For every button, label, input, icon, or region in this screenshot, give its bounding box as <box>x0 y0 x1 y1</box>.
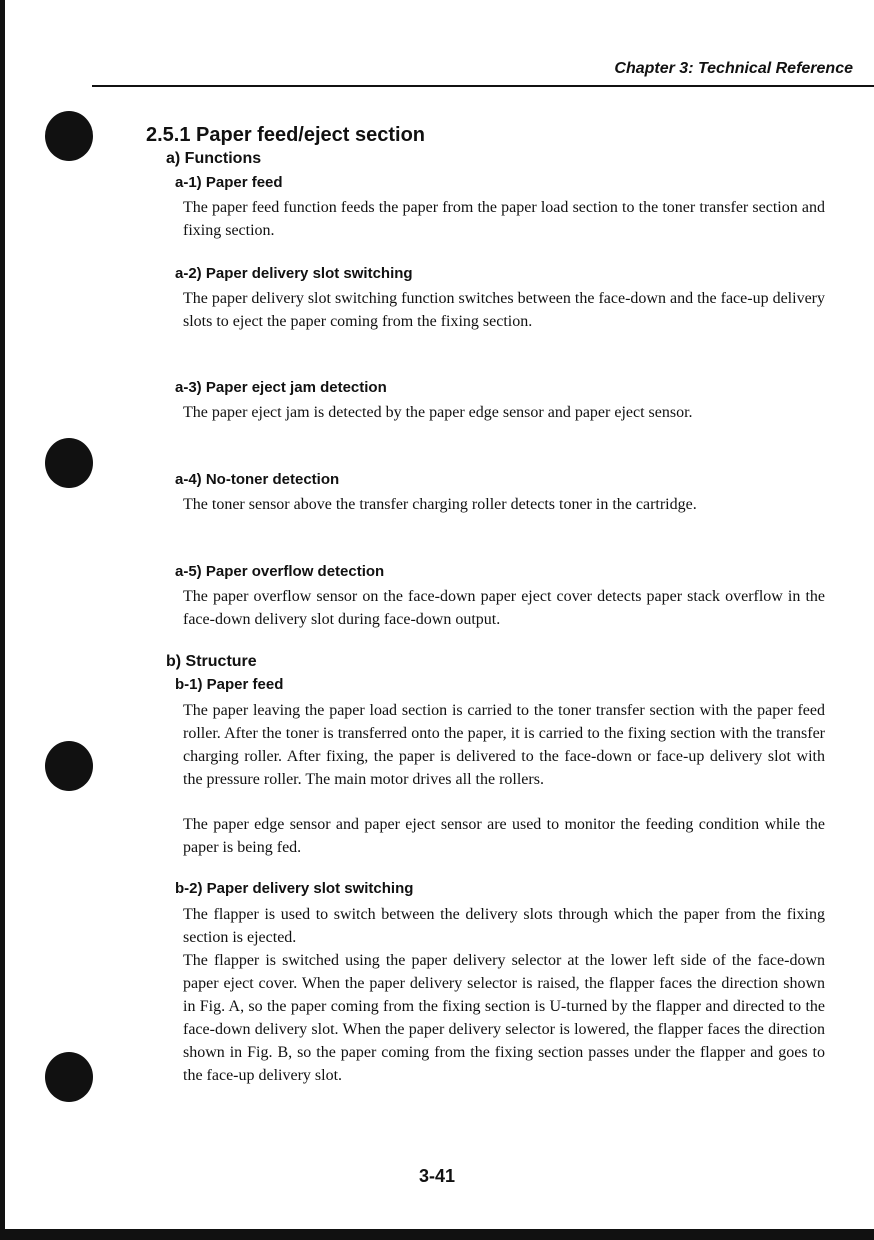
subsection-heading-a3: a-3) Paper eject jam detection <box>175 379 387 396</box>
paragraph-a2: The paper delivery slot switching function switches between the face-down and the face-up delivery slots to eject the paper coming from the fixing section. <box>183 290 825 330</box>
subsection-heading-a5: a-5) Paper overflow detection <box>175 563 385 580</box>
subsection-heading-b1: b-1) Paper feed <box>175 676 284 693</box>
paragraph-b2-1: The flapper is used to switch between the delivery slots through which the paper from the fixing section is ejected. <box>183 906 825 946</box>
subsection-heading-a2: a-2) Paper delivery slot switching <box>175 265 413 282</box>
functions-heading: a) Functions <box>166 150 262 167</box>
chapter-header: Chapter 3: Technical Reference <box>614 60 853 77</box>
subsection-heading-a4: a-4) No-toner detection <box>175 471 340 488</box>
paragraph-a3: The paper eject jam is detected by the paper edge sensor and paper eject sensor. <box>183 404 693 421</box>
subsection-heading-b2: b-2) Paper delivery slot switching <box>175 880 414 897</box>
subsection-heading-a1: a-1) Paper feed <box>175 174 283 191</box>
scan-edge-left <box>0 0 5 1240</box>
structure-heading: b) Structure <box>166 653 257 670</box>
paragraph-a4: The toner sensor above the transfer charging roller detects toner in the cartridge. <box>183 496 697 513</box>
paragraph-a5: The paper overflow sensor on the face-down paper eject cover detects paper stack overflow in the face-down delivery slot during face-down output. <box>183 588 825 628</box>
punch-hole-icon <box>45 438 93 488</box>
header-divider <box>92 85 874 87</box>
paragraph-a1: The paper feed function feeds the paper from the paper load section to the toner transfer section and fixing section. <box>183 199 825 239</box>
paragraph-b2-2: The flapper is switched using the paper delivery selector at the lower left side of the face-down paper eject cover. When the paper delivery selector is raised, the flapper faces the direction shown in Fig. A, so the paper coming from the fixing section is U-turned by the flapper and directed to the face-down delivery slot. When the paper delivery selector is lowered, the flapper faces the direction shown in Fig. B, so the paper coming from the fixing section passes under the flapper and goes to the face-up delivery slot. <box>183 952 825 1084</box>
scan-edge-bottom <box>0 1229 874 1240</box>
page-number: 3-41 <box>418 1166 456 1186</box>
paragraph-b1-2: The paper edge sensor and paper eject sensor are used to monitor the feeding condition while the paper is being fed. <box>183 816 825 856</box>
paragraph-b1-1: The paper leaving the paper load section is carried to the toner transfer section with the paper feed roller. After the toner is transferred onto the paper, it is carried to the fixing section with the transfer charging roller. After fixing, the paper is delivered to the face-down or face-up delivery slot with the pressure roller. The main motor drives all the rollers. <box>183 702 825 788</box>
punch-hole-icon <box>45 741 93 791</box>
section-title: 2.5.1 Paper feed/eject section <box>146 124 426 146</box>
punch-hole-icon <box>45 111 93 161</box>
punch-hole-icon <box>45 1052 93 1102</box>
